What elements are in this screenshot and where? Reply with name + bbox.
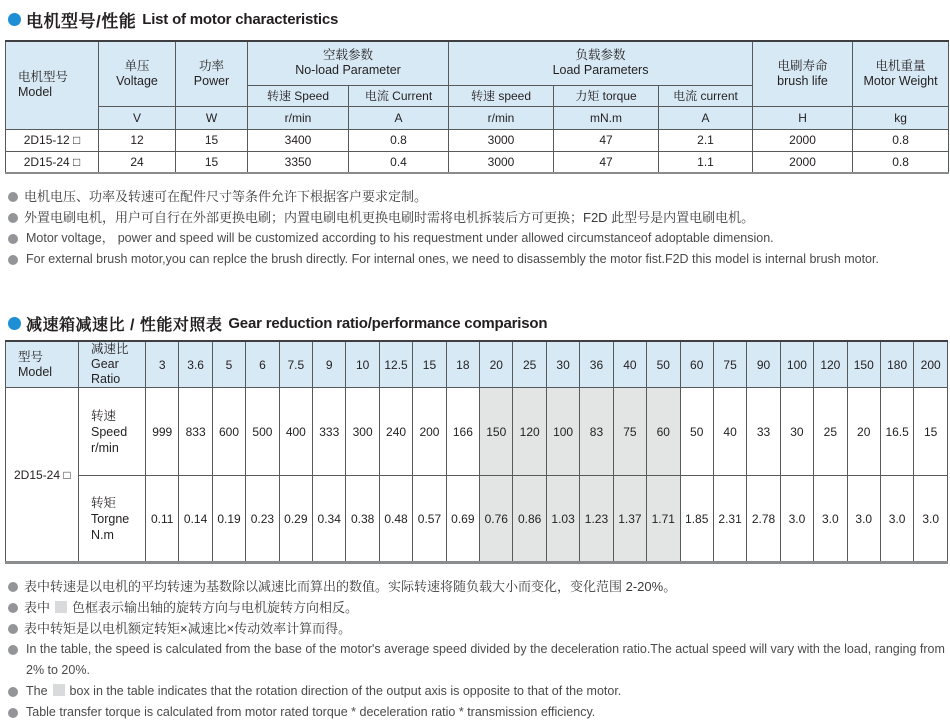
gear-ratio-cell: 75 [713,341,746,388]
note-line [8,597,950,618]
gear-ratio-cell: 3 [146,341,179,388]
cell: 24 [99,151,176,173]
torque-label-cell: 转矩 Torgne N.m [79,476,146,563]
gear-speed-cell: 33 [747,388,780,476]
cell: 3000 [449,129,554,151]
gear-torque-cell: 3.0 [780,476,813,563]
col-header-noload-speed: 转速 Speed [248,85,349,106]
gray-bullet-icon [8,624,18,634]
cell: 1.1 [659,151,753,173]
motor-notes [8,186,950,270]
gear-section-title [8,312,950,334]
note-line [8,228,950,249]
gear-speed-cell: 25 [814,388,847,476]
table-row [6,129,949,151]
gear-torque-cell: 1.23 [580,476,613,563]
col-group-noload: 空载参数 No-load Parameter [248,41,449,85]
gray-box-swatch [55,601,67,613]
note-text: Table transfer torque is calculated from motor rated torque * deceleration ratio * transmission efficiency. [26,705,596,719]
model-cell: 2D15-24 □ [6,151,99,173]
cell: 2.1 [659,129,753,151]
cell: 0.4 [349,151,449,173]
gray-bullet-icon [8,213,18,223]
col-header-model [6,41,99,129]
gear-ratio-cell: 36 [580,341,613,388]
cell: 0.8 [853,151,949,173]
cell: 15 [176,129,248,151]
unit-load-speed: r/min [449,106,554,129]
gear-torque-cell: 0.34 [313,476,346,563]
gear-speed-cell: 300 [346,388,379,476]
gray-bullet-icon [8,255,18,265]
unit-power: W [176,106,248,129]
section-title-zh: 电机型号/性能 [26,11,137,31]
gear-torque-cell: 0.57 [413,476,446,563]
blue-bullet-icon [8,317,21,330]
gear-speed-cell: 16.5 [880,388,913,476]
gear-speed-cell: 20 [847,388,880,476]
note-line [8,207,950,228]
table-row [6,151,949,173]
gear-torque-cell: 0.69 [446,476,479,563]
cell: 12 [99,129,176,151]
unit-brush-life: H [753,106,853,129]
gear-ratio-cell: 15 [413,341,446,388]
cell: 3350 [248,151,349,173]
note-line [8,681,950,702]
col-header-motor-weight: 电机重量 Motor Weight [853,41,949,106]
gear-ratio-cell: 200 [914,341,948,388]
gear-ratio-cell: 3.6 [179,341,212,388]
col-header-brush-life: 电刷寿命 brush life [753,41,853,106]
gear-torque-cell: 0.29 [279,476,312,563]
cell: 2000 [753,129,853,151]
gear-col-header-model: 型号 Model [6,341,79,388]
gear-ratio-cell: 150 [847,341,880,388]
cell: 15 [176,151,248,173]
gear-speed-cell: 60 [647,388,680,476]
gear-ratio-cell: 120 [814,341,847,388]
gear-speed-cell: 50 [680,388,713,476]
gear-col-header-ratio: 减速比 Gear Ratio [79,341,146,388]
gear-speed-cell: 100 [546,388,579,476]
note-line [8,639,950,681]
gear-speed-cell: 600 [212,388,245,476]
model-cell: 2D15-12 □ [6,129,99,151]
gray-box-swatch [53,684,65,696]
gear-speed-cell: 240 [379,388,412,476]
gear-torque-cell: 3.0 [847,476,880,563]
gear-ratio-cell: 9 [313,341,346,388]
cell: 0.8 [349,129,449,151]
gear-torque-cell: 3.0 [880,476,913,563]
note-line [8,702,950,723]
gear-ratio-cell: 18 [446,341,479,388]
cell: 2000 [753,151,853,173]
col-group-load: 负载参数 Load Parameters [449,41,753,85]
gear-torque-cell: 1.85 [680,476,713,563]
gear-torque-cell: 1.37 [613,476,646,563]
gray-bullet-icon [8,582,18,592]
col-header-voltage: 单压 Voltage [99,41,176,106]
gray-bullet-icon [8,708,18,718]
gear-torque-cell: 1.71 [647,476,680,563]
gear-ratio-cell: 90 [747,341,780,388]
gray-bullet-icon [8,234,18,244]
speed-label-cell: 转速 Speed r/min [79,388,146,476]
gear-torque-cell: 2.78 [747,476,780,563]
gray-bullet-icon [8,192,18,202]
gear-ratio-cell: 7.5 [279,341,312,388]
gear-speed-cell: 200 [413,388,446,476]
note-text: 电机电压、功率及转速可在配件尺寸等条件允许下根据客户要求定制。 [24,189,428,204]
gear-torque-cell: 0.76 [480,476,513,563]
gear-torque-cell: 0.23 [246,476,279,563]
gear-torque-cell: 0.86 [513,476,546,563]
gear-ratio-cell: 40 [613,341,646,388]
gear-speed-cell: 150 [480,388,513,476]
gear-torque-cell: 0.14 [179,476,212,563]
note-text: 表中转速是以电机的平均转速为基数除以减速比而算出的数值。实际转速将随负载大小而变化，变化范围 2-20%。 [24,579,677,594]
col-header-load-torque: 力矩 torque [554,85,659,106]
gear-speed-cell: 30 [780,388,813,476]
section-title-en: Gear reduction ratio/performance comparison [228,314,548,332]
gear-speed-cell: 833 [179,388,212,476]
gear-ratio-cell: 5 [212,341,245,388]
gray-bullet-icon [8,687,18,697]
gear-ratio-cell: 20 [480,341,513,388]
gear-speed-cell: 75 [613,388,646,476]
note-text: 表中 色框表示输出轴的旋转方向与电机旋转方向相反。 [24,600,359,615]
gear-torque-cell: 0.19 [212,476,245,563]
cell: 47 [554,151,659,173]
section-title-en: List of motor characteristics [142,10,339,28]
note-text: In the table, the speed is calculated from the base of the motor's average speed divided by the deceleration ratio.The actual speed will vary with the load, ranging from 2% to 20%. [26,642,945,677]
gear-speed-cell: 999 [146,388,179,476]
col-header-noload-current: 电流 Current [349,85,449,106]
gray-bullet-icon [8,603,18,613]
unit-voltage: V [99,106,176,129]
note-text: Motor voltage， power and speed will be customized according to his requestment under allowed circumstanceof adoptable dimension. [26,231,774,245]
gear-speed-cell: 15 [914,388,948,476]
gear-torque-cell: 0.11 [146,476,179,563]
gear-speed-cell: 120 [513,388,546,476]
blue-bullet-icon [8,13,21,26]
unit-load-current: A [659,106,753,129]
col-header-load-current: 电流 current [659,85,753,106]
gear-ratio-cell: 60 [680,341,713,388]
section-title-zh: 减速箱减速比 / 性能对照表 [26,316,223,334]
motor-characteristics-table [5,40,949,174]
note-text: For external brush motor,you can replce the brush directly. For internal ones, we need to disassembly the motor fist.F2D this model is internal brush motor. [26,252,879,266]
gear-speed-cell: 333 [313,388,346,476]
gear-speed-cell: 83 [580,388,613,476]
gear-ratio-header-row [6,341,948,388]
gear-speed-cell: 40 [713,388,746,476]
gear-ratio-cell: 12.5 [379,341,412,388]
cell: 47 [554,129,659,151]
gear-ratio-cell: 50 [647,341,680,388]
unit-noload-speed: r/min [248,106,349,129]
gear-torque-cell: 1.03 [546,476,579,563]
gear-ratio-cell: 100 [780,341,813,388]
gear-speed-row [6,388,948,476]
unit-noload-current: A [349,106,449,129]
gear-torque-cell: 3.0 [914,476,948,563]
gear-ratio-cell: 6 [246,341,279,388]
model-header-zh: 电机型号 [18,70,69,85]
note-line [8,576,950,597]
unit-weight: kg [853,106,949,129]
model-header-en: Model [18,85,53,100]
gray-bullet-icon [8,645,18,655]
gear-torque-cell: 0.48 [379,476,412,563]
cell: 3000 [449,151,554,173]
note-line [8,249,950,270]
gear-ratio-cell: 180 [880,341,913,388]
gear-torque-cell: 3.0 [814,476,847,563]
unit-load-torque: mN.m [554,106,659,129]
cell: 3400 [248,129,349,151]
gear-speed-cell: 400 [279,388,312,476]
cell: 0.8 [853,129,949,151]
gear-speed-cell: 166 [446,388,479,476]
motor-section-title [8,8,950,30]
gear-notes [8,576,950,723]
note-text: The box in the table indicates that the rotation direction of the output axis is opposite to that of the motor. [26,684,622,698]
gear-model-cell: 2D15-24 □ [6,388,79,563]
gear-speed-cell: 500 [246,388,279,476]
gear-ratio-cell: 30 [546,341,579,388]
note-text: 表中转矩是以电机额定转矩×减速比×传动效率计算而得。 [24,621,352,636]
note-line [8,618,950,639]
gear-torque-cell: 2.31 [713,476,746,563]
gear-torque-row [6,476,948,563]
gear-torque-cell: 0.38 [346,476,379,563]
note-line [8,186,950,207]
gear-reduction-table [5,340,948,564]
col-header-power: 功率 Power [176,41,248,106]
gear-ratio-cell: 10 [346,341,379,388]
note-text: 外置电刷电机，用户可自行在外部更换电刷；内置电刷电机更换电刷时需将电机拆装后方可更换；F2D 此型号是内置电刷电机。 [24,210,755,225]
col-header-load-speed: 转速 speed [449,85,554,106]
gear-ratio-cell: 25 [513,341,546,388]
